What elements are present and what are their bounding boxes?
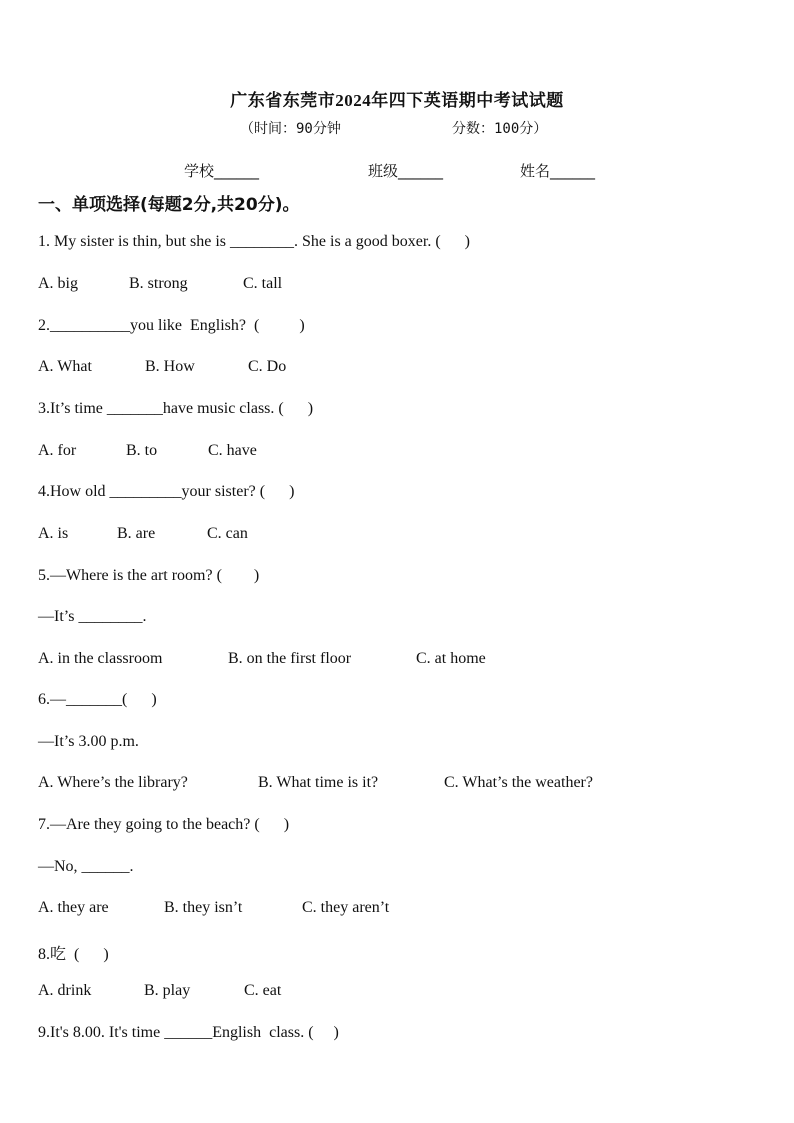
question-6-option-b: B. What time is it? (258, 774, 379, 791)
question-6-answer-line: —It’s 3.00 p.m. (38, 733, 139, 750)
question-5-option-a: A. in the classroom (38, 650, 163, 667)
question-1-option-c: C. tall (243, 275, 283, 292)
question-7-option-b: B. they isn’t (164, 899, 243, 916)
question-1-option-b: B. strong (129, 275, 188, 292)
question-7-answer-line: —No, ______. (38, 858, 134, 875)
question-5-answer-line: —It’s ________. (38, 608, 147, 625)
question-6-option-c: C. What’s the weather? (444, 774, 593, 791)
question-6-option-a: A. Where’s the library? (38, 774, 188, 791)
name-field: 姓名______ (520, 162, 596, 180)
question-7-option-c: C. they aren’t (302, 899, 390, 916)
question-3-option-c: C. have (208, 442, 257, 459)
class-field: 班级______ (368, 162, 444, 180)
exam-score: 分数：100分） (452, 121, 548, 137)
question-7-option-a: A. they are (38, 899, 109, 916)
question-2-stem: 2.__________you like English? ( ) (38, 317, 305, 334)
question-3-option-a: A. for (38, 442, 77, 459)
question-8-option-c: C. eat (244, 982, 282, 999)
school-field: 学校______ (184, 162, 260, 180)
question-3-option-b: B. to (126, 442, 158, 459)
question-4-stem: 4.How old _________your sister? ( ) (38, 483, 295, 500)
question-4-option-b: B. are (117, 525, 156, 542)
question-7-stem: 7.—Are they going to the beach? ( ) (38, 816, 290, 833)
question-2-option-c: C. Do (248, 358, 287, 375)
question-1-option-a: A. big (38, 275, 78, 292)
section-heading: 一、单项选择(每题2分,共20分)。 (38, 195, 300, 215)
question-4-option-c: C. can (207, 525, 248, 542)
question-9-stem: 9.It's 8.00. It's time ______English class. ( ) (38, 1024, 339, 1041)
question-8-stem: 8.吃 ( ) (38, 946, 109, 963)
question-2-option-b: B. How (145, 358, 195, 375)
exam-time: （时间：90分钟 (240, 121, 341, 137)
question-5-stem: 5.—Where is the art room? ( ) (38, 567, 260, 584)
question-8-option-b: B. play (144, 982, 191, 999)
question-6-stem: 6.—_______( ) (38, 691, 157, 708)
question-8-option-a: A. drink (38, 982, 92, 999)
question-2-option-a: A. What (38, 358, 92, 375)
question-1-stem: 1. My sister is thin, but she is ________. She is a good boxer. ( ) (38, 233, 470, 250)
question-5-option-c: C. at home (416, 650, 486, 667)
exam-title: 广东省东莞市2024年四下英语期中考试试题 (230, 91, 564, 110)
question-3-stem: 3.It’s time _______have music class. ( ) (38, 400, 314, 417)
question-5-option-b: B. on the first floor (228, 650, 352, 667)
question-4-option-a: A. is (38, 525, 69, 542)
